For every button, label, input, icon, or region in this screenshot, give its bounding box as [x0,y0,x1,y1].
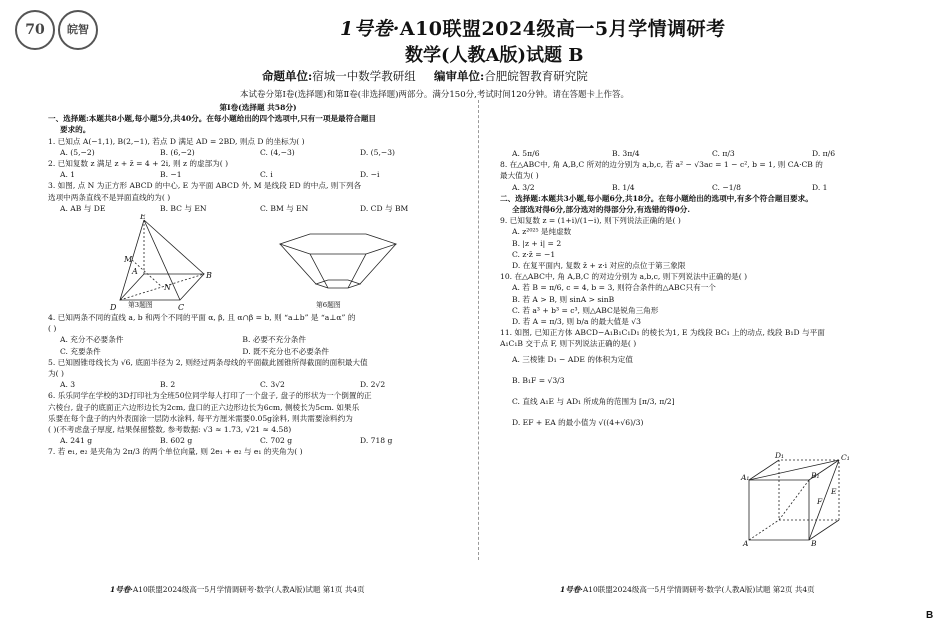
q11-option-b: B. B₁F = √3/3 [512,375,565,385]
q6-option-d: D. 718 g [360,436,393,446]
wanzhi-logo-text: 皖智 [67,23,89,36]
alliance-logo [15,10,55,50]
question-6-line2: 六棱台, 盘子的底面正六边形边长为2cm, 盘口的正六边形边长为6cm, 侧棱长为5cm. 如果乐 [48,402,360,412]
question-7-options [500,148,920,159]
q4-option-a: A. 充分不必要条件 [60,335,124,345]
section1-heading-cont: 要求的。 [60,125,91,135]
q3-option-d: D. CD 与 BM [360,203,409,213]
question-4-options-row2 [48,346,468,357]
page1-footer-text: A10联盟2024级高一5月学情调研考·数学(人教A版)试题 第1页 共4页 [132,585,365,594]
question-7: 7. 若 e₁, e₂ 是夹角为 2π/3 的两个单位向量, 则 2e₁ + e₂ 与 e₁ 的夹角为( ) [48,447,303,457]
question-3: 3. 如图, 点 N 为正方形 ABCD 的中心, E 为平面 ABCD 外, M 是线段 ED 的中点, 则下列各 [48,181,362,191]
question-6-options [48,435,468,446]
q1-option-a: A. (5,−2) [60,147,95,157]
q2-option-b: B. −1 [160,170,182,180]
question-2: 2. 已知复数 z 满足 z + z̄ = 4 + 2i, 则 z 的虚部为( ) [48,159,229,169]
svg-text:B: B [811,539,817,548]
q3-option-a: A. AB 与 DE [60,203,106,213]
question-11-cont: A₁C₁B 交于点 F, 则下列说法正确的是( ) [500,339,637,349]
q2-option-c: C. i [260,170,273,180]
q9-option-d: D. 在复平面内, 复数 z̄ + z·i 对应的点位于第三象限 [512,261,686,271]
q10-option-a: A. 若 B = π/6, c = 4, b = 3, 则符合条件的△ABC只有一个 [512,283,716,293]
svg-text:C₁: C₁ [841,453,850,462]
q6-option-a: A. 241 g [60,436,93,446]
q6-option-b: B. 602 g [160,436,193,446]
svg-text:E: E [140,214,146,222]
q4-option-b: B. 必要不充分条件 [242,335,306,345]
page1-column [48,102,468,458]
q11-option-a: A. 三棱锥 D₁ − ADE 的体积为定值 [512,354,633,364]
column-divider [478,100,479,560]
footer2-brand: 1号卷· [560,585,583,594]
question-8-cont: 最大值为( ) [500,171,539,181]
q9-option-a: A. z²⁰²⁵ 是纯虚数 [512,227,572,237]
q3-option-c: C. BM 与 EN [260,203,309,213]
q8-option-d: D. 1 [812,182,828,192]
figure-6-caption: 第6题图 [316,301,341,310]
q10-option-d: D. 若 A = π/3, 则 b/a 的最大值是 √3 [512,317,641,327]
proposer-label: 命题单位: [262,69,313,83]
question-1: 1. 已知点 A(−1,1), B(2,−1), 若点 D 满足 AD = 2BD, 则点 D 的坐标为( ) [48,136,305,146]
svg-text:D₁: D₁ [775,451,785,460]
question-1-options [48,147,468,158]
q10-option-b: B. 若 A > B, 则 sinA > sinB [512,294,615,304]
page2-footer [560,584,815,595]
question-5-options [48,379,468,390]
q8-option-a: A. 3/2 [512,182,535,192]
figures-row [48,214,468,312]
svg-text:A: A [132,267,138,277]
figure-3-and-6 [48,214,468,312]
reviewer-label: 编审单位: [434,69,485,83]
q9-option-b: B. |z + i| = 2 [512,238,562,248]
exam-title-text: A10联盟2024级高一5月学情调研考 [399,18,726,40]
part1-title: 第Ⅰ卷(选择题 共58分) [219,103,297,112]
svg-text:C: C [178,303,185,313]
q5-option-c: C. 3√2 [260,380,285,390]
wanzhi-logo [58,10,98,50]
q6-option-c: C. 702 g [260,436,293,446]
exam-title [340,14,726,41]
q7-option-d: D. π/6 [812,149,836,158]
q8-option-c: C. −1/8 [712,182,741,192]
section2-heading: 二、选择题:本题共3小题,每小题6分,共18分。在每小题给出的选项中,有多个符合题目要求。 [500,193,813,203]
figure-3-caption: 第3题图 [128,301,153,310]
q2-option-a: A. 1 [60,170,76,180]
q11-option-c: C. 直线 A₁E 与 AD₁ 所成角的范围为 [π/3, π/2] [512,397,675,407]
question-5: 5. 已知圆锥母线长为 √6, 底面半径为 2, 则经过两条母线的平面截此圆锥所得截面的面积最大值 [48,357,368,367]
question-6-line3: 乐要在每个盘子的内外表面涂一层防水涂料, 每平方厘米需要0.05g涂料, 则共需要涂料约为 [48,413,353,423]
svg-text:M: M [124,255,133,265]
svg-text:D: D [110,303,117,313]
q7-option-b: B. 3π/4 [612,149,640,158]
q5-option-b: B. 2 [160,380,176,390]
question-2-options [48,169,468,180]
proposer: 宿城一中数学教研组 [312,69,416,83]
svg-text:N: N [164,283,171,293]
page2-footer-text: A10联盟2024级高一5月学情调研考·数学(人教A版)试题 第2页 共4页 [582,585,815,594]
page2-column [500,148,920,428]
q8-option-b: B. 1/4 [612,182,635,192]
question-10: 10. 在△ABC中, 角 A,B,C 的对边分别为 a,b,c, 则下列说法中正确的是( ) [500,272,748,282]
alliance-logo-text: 70 [25,22,45,38]
footer1-brand: 1号卷· [110,585,133,594]
page1-footer [110,584,365,595]
figure-11-cube [735,448,855,548]
q1-option-c: C. (4,−3) [260,147,295,157]
q1-option-b: B. (6,−2) [160,147,195,157]
exam-note: 本试卷分第Ⅰ卷(选择题)和第Ⅱ卷(非选择题)两部分。满分150分,考试时间120分钟。请在答题卡上作答。 [240,90,630,100]
q5-option-d: D. 2√2 [360,380,386,390]
q7-option-c: C. π/3 [712,149,735,158]
version-corner-mark: B [926,610,934,621]
question-3-options [48,203,468,214]
question-11: 11. 如图, 已知正方体 ABCD−A₁B₁C₁D₁ 的棱长为1, E 为线段 BC₁ 上的动点, 线段 B₁D 与平面 [500,328,825,338]
svg-text:B₁: B₁ [811,471,820,480]
q3-option-b: B. BC 与 EN [160,203,207,213]
question-8: 8. 在△ABC中, 角 A,B,C 所对的边分别为 a,b,c, 若 a² − √3ac = 1 − c², b = 1, 则 CA·CB 的 [500,160,823,170]
question-9: 9. 已知复数 z = (1+i)/(1−i), 则下列说法正确的是( ) [500,216,681,226]
q4-option-c: C. 充要条件 [60,346,101,356]
question-6-line4: ( )(不考虑盘子厚度, 结果保留整数, 参考数据: √3 ≈ 1.73, √21 ≈ 4.58) [48,425,292,435]
reviewer: 合肥皖智教育研究院 [484,69,588,83]
question-4: 4. 已知两条不同的直线 a, b 和两个不同的平面 α, β, 且 α∩β = b, 则 “a⊥b” 是 “a⊥α” 的 [48,313,356,323]
q9-option-c: C. z·z̄ = −1 [512,249,556,259]
question-5-cont: 为( ) [48,369,64,379]
q4-option-d: D. 既不充分也不必要条件 [242,346,330,356]
q7-option-a: A. 5π/6 [512,149,540,158]
brand-mark: 1号卷· [340,18,400,40]
section2-heading-cont: 全部选对得6分,部分选对的得部分分,有选错的得0分. [512,205,690,215]
section1-heading: 一、选择题:本题共8小题,每小题5分,共40分。在每小题给出的四个选项中,只有一项是最符合题目 [48,114,377,124]
q11-option-d: D. EF + EA 的最小值为 √((4+√6)/3) [512,418,644,428]
q10-option-c: C. 若 a³ + b³ = c³, 则△ABC是锐角三角形 [512,305,659,315]
q5-option-a: A. 3 [60,380,76,390]
svg-text:E: E [831,487,837,496]
question-4-cont: ( ) [48,324,57,334]
question-3-cont: 选项中两条直线不是异面直线的为( ) [48,192,171,202]
q1-option-d: D. (5,−3) [360,147,396,157]
exam-subtitle: 数学(人教A版)试题 B [405,45,584,66]
svg-text:A: A [743,539,749,548]
question-6: 6. 乐乐同学在学校的3D打印社为全班50位同学每人打印了一个盘子, 盘子的形状为一个倒置的正 [48,391,372,401]
svg-text:F: F [817,497,823,506]
question-8-options [500,182,920,193]
question-4-options-row1 [48,334,468,345]
q2-option-d: D. −i [360,170,380,180]
svg-text:B: B [206,271,212,281]
exam-units [262,68,588,84]
svg-text:A₁: A₁ [741,473,750,482]
